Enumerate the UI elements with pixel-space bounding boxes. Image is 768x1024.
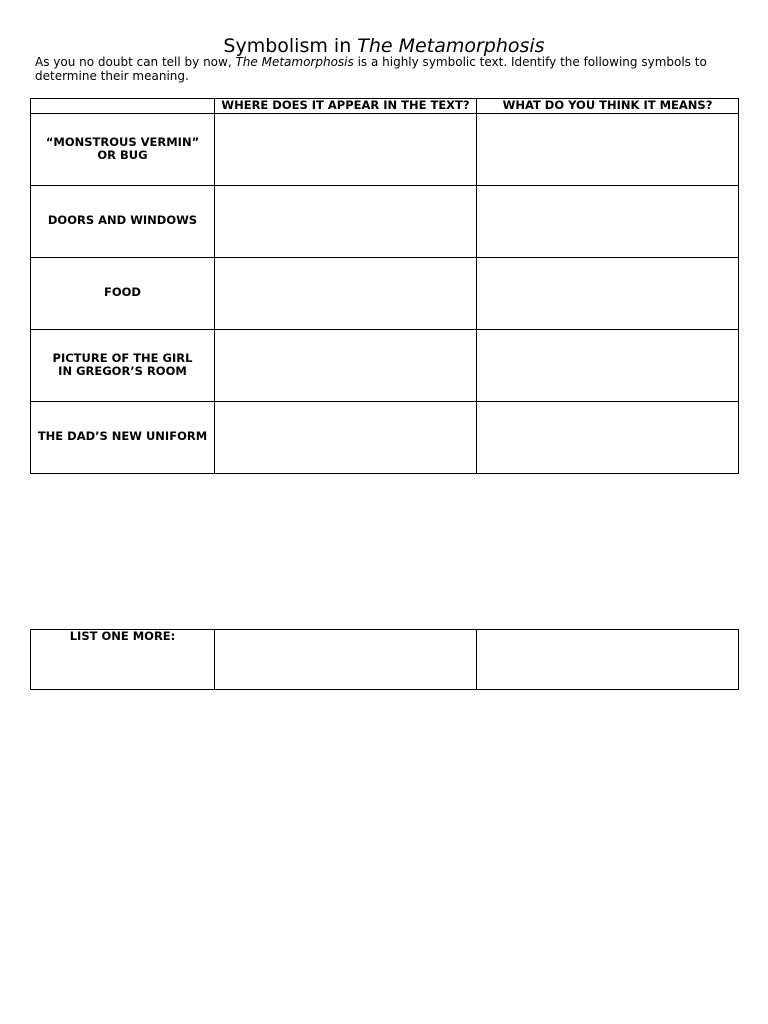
header-where: WHERE DOES IT APPEAR IN THE TEXT? bbox=[215, 99, 477, 114]
meaning-answer-cell[interactable] bbox=[477, 401, 739, 473]
symbol-cell bbox=[31, 329, 215, 401]
meaning-answer-cell[interactable] bbox=[477, 630, 739, 690]
symbol-label-line1: DOORS AND WINDOWS bbox=[47, 213, 198, 228]
symbol-label-line1: FOOD bbox=[104, 285, 141, 300]
header-symbol bbox=[31, 99, 215, 114]
symbol-cell bbox=[31, 401, 215, 473]
symbol-cell bbox=[31, 113, 215, 185]
list-one-more-text: LIST ONE MORE: bbox=[69, 629, 176, 643]
meaning-answer-cell[interactable] bbox=[477, 185, 739, 257]
symbol-label-line2: OR BUG bbox=[97, 148, 148, 162]
instructions-book: The Metamorphosis bbox=[235, 55, 354, 69]
symbol-cell bbox=[31, 257, 215, 329]
table-row bbox=[31, 185, 739, 257]
where-answer-cell[interactable] bbox=[215, 630, 477, 690]
table-header-row bbox=[31, 99, 739, 114]
symbols-table bbox=[30, 98, 739, 474]
header-meaning: WHAT DO YOU THINK IT MEANS? bbox=[477, 99, 739, 114]
table-row bbox=[31, 329, 739, 401]
table-row bbox=[31, 401, 739, 473]
where-answer-cell[interactable] bbox=[215, 329, 477, 401]
meaning-answer-cell[interactable] bbox=[477, 257, 739, 329]
symbol-label-line1: PICTURE OF THE GIRL bbox=[52, 350, 193, 365]
title-book: The Metamorphosis bbox=[357, 35, 545, 57]
symbol-cell bbox=[31, 185, 215, 257]
title-prefix: Symbolism in bbox=[223, 35, 358, 57]
instructions-part1: As you no doubt can tell by now, bbox=[35, 55, 236, 69]
where-answer-cell[interactable] bbox=[215, 185, 477, 257]
instructions bbox=[35, 56, 735, 83]
table-row bbox=[31, 113, 739, 185]
table-row bbox=[31, 630, 739, 690]
instructions-part2: is a highly symbolic text. Identify the following symbols to determine their meaning. bbox=[35, 55, 707, 83]
symbol-label-line1: “MONSTROUS VERMIN” bbox=[45, 134, 200, 149]
list-one-more-label bbox=[31, 630, 215, 690]
table-row bbox=[31, 257, 739, 329]
where-answer-cell[interactable] bbox=[215, 257, 477, 329]
meaning-answer-cell[interactable] bbox=[477, 113, 739, 185]
where-answer-cell[interactable] bbox=[215, 401, 477, 473]
where-answer-cell[interactable] bbox=[215, 113, 477, 185]
list-one-more-table bbox=[30, 629, 739, 690]
symbol-label-line1: THE DAD’S NEW UNIFORM bbox=[37, 429, 208, 444]
symbol-label-line2: IN GREGOR’S ROOM bbox=[58, 364, 187, 378]
meaning-answer-cell[interactable] bbox=[477, 329, 739, 401]
